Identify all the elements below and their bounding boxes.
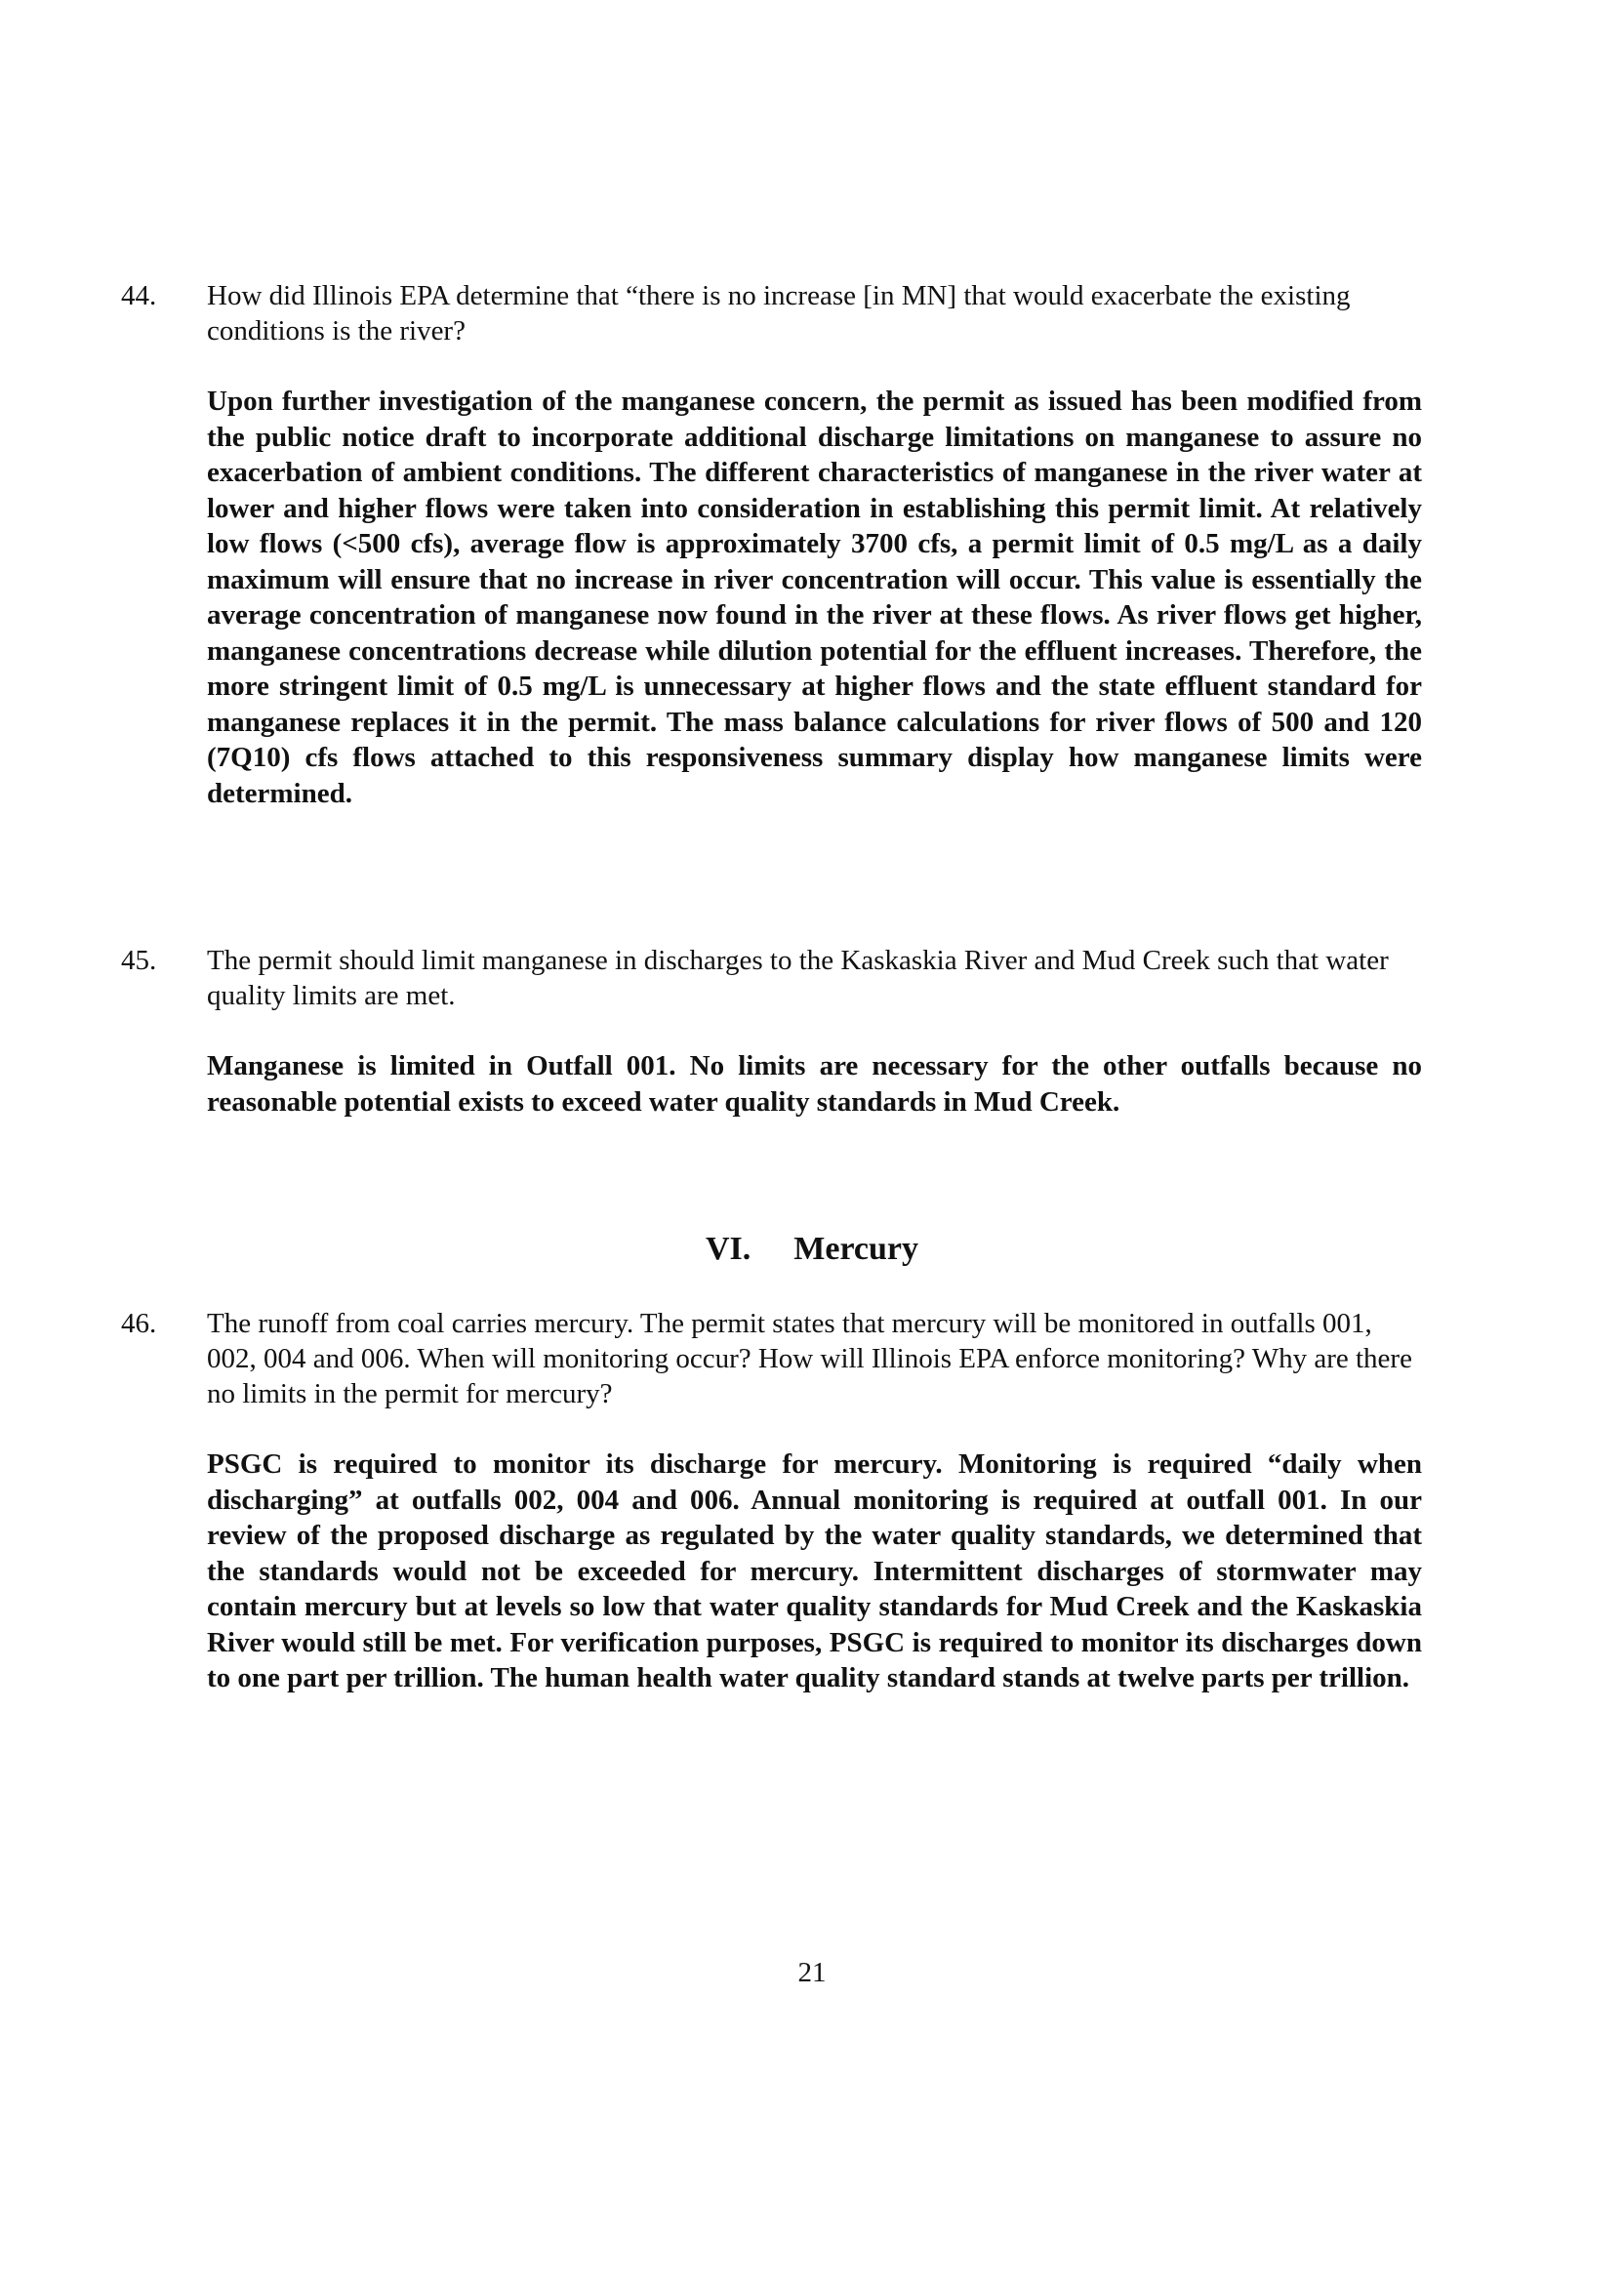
section-title: Mercury — [793, 1231, 919, 1267]
question-text: The runoff from coal carries mercury. The permit states that mercury will be monitored in outfalls 001, 002, 004 and 006. When will monitoring occur? How will Illinois EPA enforce monitoring? Why are there no limits in the permit for mercury? — [207, 1308, 1412, 1409]
item-number: 44. — [121, 280, 157, 311]
question-item-46 — [121, 1306, 1422, 1696]
question-item-44 — [121, 278, 1422, 811]
question-text: The permit should limit manganese in discharges to the Kaskaskia River and Mud Creek such that water quality limits are met. — [207, 945, 1389, 1011]
question-item-45 — [121, 943, 1422, 1120]
item-number: 46. — [121, 1308, 157, 1339]
section-heading — [0, 1230, 1624, 1269]
answer-text: Upon further investigation of the manganese concern, the permit as issued has been modified from the public notice draft to incorporate additional discharge limitations on manganese to assure no exacerbation of ambient conditions. The different characteristics of manganese in the river water at lower and higher flows were taken into consideration in establishing this permit limit. At relatively low flows (<500 cfs), average flow is approximately 3700 cfs, a permit limit of 0.5 mg/L as a daily maximum will ensure that no increase in river concentration will occur. This value is essentially the average concentration of manganese now found in the river at these flows. As river flows get higher, manganese concentrations decrease while dilution potential for the effluent increases. Therefore, the more stringent limit of 0.5 mg/L is unnecessary at higher flows and the state effluent standard for manganese replaces it in the permit. The mass balance calculations for river flows of 500 and 120 (7Q10) cfs flows attached to this responsiveness summary display how manganese limits were determined. — [207, 386, 1422, 809]
answer-text: Manganese is limited in Outfall 001. No limits are necessary for the other outfalls because no reasonable potential exists to exceed water quality standards in Mud Creek. — [207, 1050, 1422, 1118]
answer-text: PSGC is required to monitor its discharge for mercury. Monitoring is required “daily when discharging” at outfalls 002, 004 and 006. Annual monitoring is required at outfall 001. In our review of the proposed discharge as regulated by the water quality standards, we determined that the standards would not be exceeded for mercury. Intermittent discharges of stormwater may contain mercury but at levels so low that water quality standards for Mud Creek and the Kaskaskia River would still be met. For verification purposes, PSGC is required to monitor its discharges down to one part per trillion. The human health water quality standard stands at twelve parts per trillion. — [207, 1448, 1422, 1693]
item-number: 45. — [121, 945, 157, 976]
section-number: VI. — [705, 1231, 751, 1267]
page-number: 21 — [797, 1957, 827, 1988]
question-text: How did Illinois EPA determine that “there is no increase [in MN] that would exacerbate the existing conditions is the river? — [207, 280, 1351, 346]
